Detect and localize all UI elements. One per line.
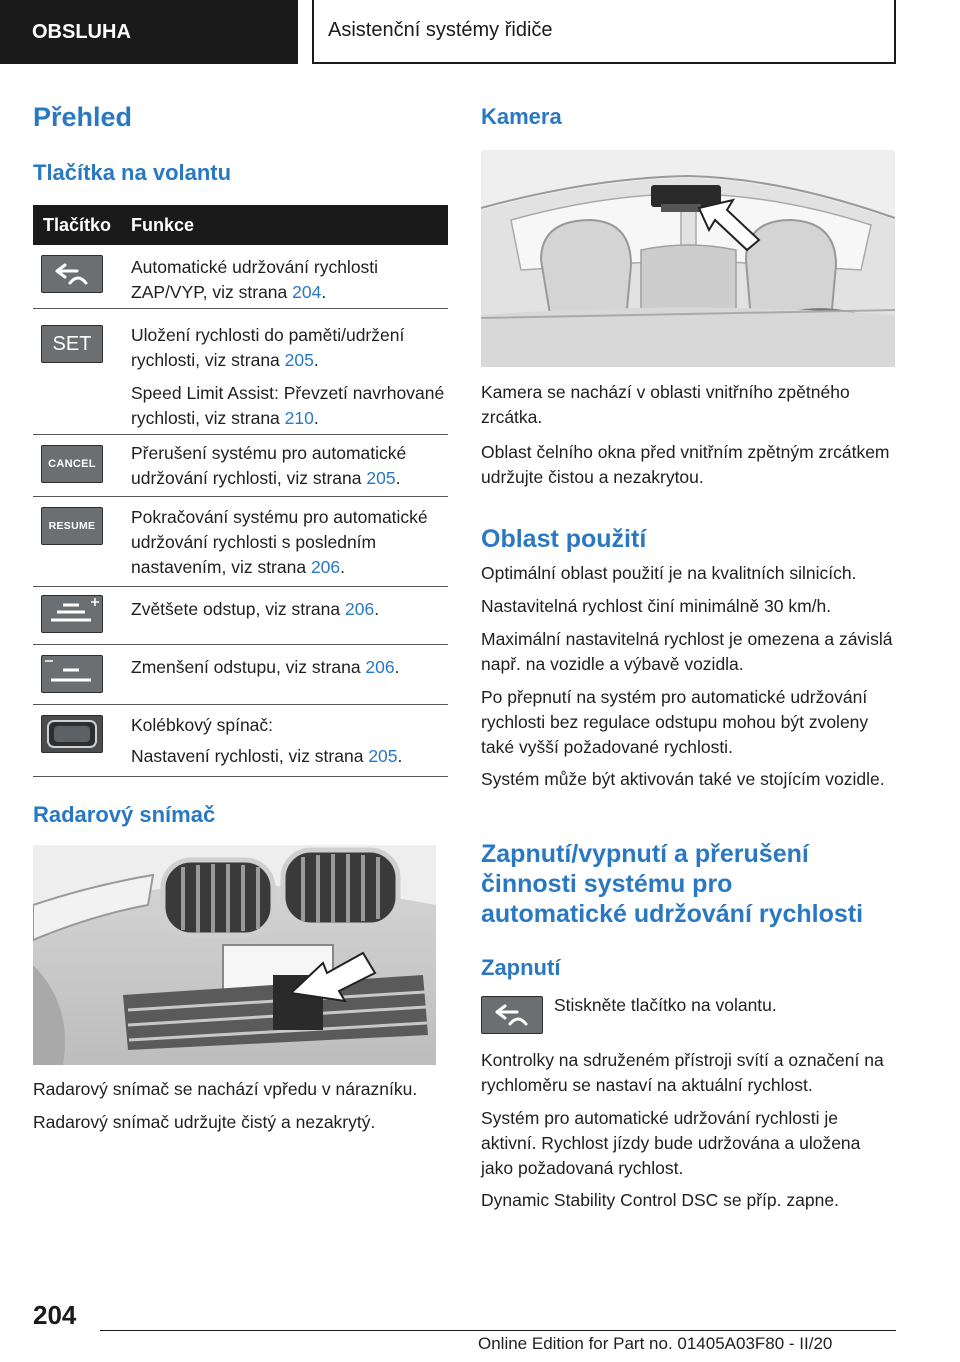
row-text: Zmenšení odstupu, viz strana 206. [131,657,400,677]
footer-divider [100,1330,896,1331]
on-heading: Zapnutí [481,955,561,980]
on-paragraph-1: Kontrolky na sdruženém přístroji svítí a označení na rychloměru se nastaví na aktuální rychlost. [481,1050,884,1095]
cruise-control-glyph [52,261,92,287]
page-link[interactable]: 204 [292,282,322,302]
page-link[interactable]: 205 [368,746,398,766]
cruise-control-icon [41,255,103,293]
rocker-switch-glyph [44,718,100,750]
table-row [33,705,448,777]
row-text: Přerušení systému pro automatické udržování rychlosti, viz strana 205. [131,443,407,488]
page-link[interactable]: 205 [366,468,396,488]
distance-increase-glyph [43,597,101,631]
camera-paragraph-1: Kamera se nachází v oblasti vnitřního zpětného zrcátka. [481,382,850,427]
buttons-heading: Tlačítka na volantu [33,160,232,185]
radar-sensor-image [33,845,436,1065]
key-label: SET [52,332,92,355]
rocker-switch-icon [41,715,103,753]
page-link[interactable]: 210 [284,408,314,428]
cancel-button-icon [41,445,103,483]
radar-paragraph-2: Radarový snímač udržujte čistý a nezakrytý. [33,1112,376,1132]
section-tab: OBSLUHA [0,0,298,64]
page-number: 204 [33,1300,77,1330]
usage-paragraph-1: Optimální oblast použití je na kvalitních silnicích. [481,563,857,583]
col-button-header: Tlačítko [43,215,112,235]
camera-heading: Kamera [481,104,562,129]
usage-paragraph-3: Maximální nastavitelná rychlost je omezena a závislá např. na vozidle a výbavě vozidla. [481,629,893,674]
table-row [33,497,448,587]
on-paragraph-0: Stiskněte tlačítko na volantu. [554,995,777,1015]
table-row [33,245,448,309]
onoff-heading: Zapnutí/vypnutí a přerušení činnosti systému pro automatické udržování rychlosti [481,840,864,928]
set-button-icon [41,325,103,363]
radar-heading: Radarový snímač [33,802,216,827]
usage-paragraph-5: Systém může být aktivován také ve stojícím vozidle. [481,769,885,789]
page-link[interactable]: 206 [345,599,375,619]
table-row [33,587,448,645]
edition-text: Online Edition for Part no. 01405A03F80 - II/20 [478,1334,833,1353]
table-row [33,309,448,435]
car-front-illustration [33,845,436,1065]
key-label: RESUME [48,520,96,532]
row-text: Pokračování systému pro automatické udržování rychlosti s posledním nastavením, viz strana 206. [131,507,428,577]
on-paragraph-2: Systém pro automatické udržování rychlosti je aktivní. Rychlost jízdy bude udržována a uložena jako požadovaná rychlost. [481,1108,861,1178]
row-text: Zvětšete odstup, viz strana 206. [131,599,380,619]
page-link[interactable]: 206 [310,557,341,577]
table-header [33,205,448,245]
page-link[interactable]: 205 [284,350,314,370]
row-text: Automatické udržování rychlosti ZAP/VYP, viz strana 204. [131,257,379,302]
usage-heading: Oblast použití [481,525,647,553]
row-text: Kolébkový spínač: Nastavení rychlosti, viz strana 205. [131,715,403,766]
cruise-control-icon [481,996,543,1034]
chapter-title: Asistenční systémy řidiče [312,0,896,64]
usage-paragraph-4: Po přepnutí na systém pro automatické udržování rychlosti bez regulace odstupu mohou být zvoleny také vyšší požadované rychlosti. [481,687,869,757]
resume-button-icon [41,507,103,545]
camera-paragraph-2: Oblast čelního okna před vnitřním zpětným zrcátkem udržujte čistou a nezakrytou. [481,442,890,487]
radar-paragraph-1: Radarový snímač se nachází vpředu v nárazníku. [33,1079,418,1099]
row-text: Uložení rychlosti do paměti/udržení rychlosti, viz strana 205. Speed Limit Assist: Převzetí navrhované rychlosti, viz strana 210. [131,325,445,428]
distance-increase-icon [41,595,103,633]
on-paragraph-3: Dynamic Stability Control DSC se příp. zapne. [481,1190,839,1210]
col-function-header: Funkce [131,215,195,235]
cruise-control-glyph [492,1002,532,1028]
table-row [33,435,448,497]
distance-decrease-glyph [43,657,101,691]
distance-decrease-icon [41,655,103,693]
key-label: CANCEL [48,458,96,470]
car-interior-illustration [481,150,895,367]
camera-image [481,150,895,367]
page-link[interactable]: 206 [365,657,395,677]
usage-paragraph-2: Nastavitelná rychlost činí minimálně 30 km/h. [481,596,832,616]
page-title: Přehled [33,102,133,132]
buttons-table [33,205,448,777]
table-row [33,645,448,705]
